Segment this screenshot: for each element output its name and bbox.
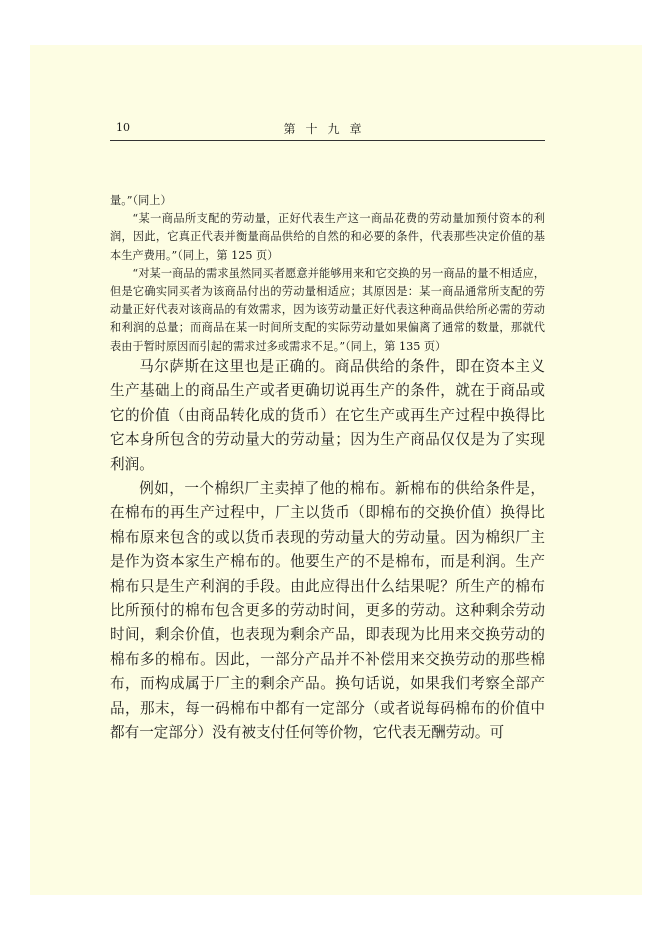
quote-paragraph: “对某一商品的需求虽然同买者愿意并能够用来和它交换的另一商品的量不相适应，但是它确实同买者为该商品付出的劳动量相适应；其原因是：某一商品通常所支配的劳动量正好代表对该商品的有效需求，因为该劳动量正好代表这种商品供给所必需的劳动和利润的总量；而商品在某一时间所支配的实际劳动量如果偏离了通常的数量，那就代表由于暂时原因而引起的需求过多或需求不足。”（同上，第 135 页） [110,266,545,353]
main-text [110,355,545,746]
quote-paragraph: “某一商品所支配的劳动量，正好代表生产这一商品花费的劳动量加预付资本的利润，因此，它真正代表并衡量商品供给的自然的和必要的条件，代表那些决定价值的基本生产费用。”（同上，第 125 页） [110,212,545,262]
quotation-block [110,192,545,356]
body-paragraph: 马尔萨斯在这里也是正确的。商品供给的条件，即在资本主义生产基础上的商品生产或者更确切说再生产的条件，就在于商品或它的价值（由商品转化成的货币）在它生产或再生产过程中换得比它本身所包含的劳动量大的劳动量；因为生产商品仅仅是为了实现利润。 [110,358,545,473]
page-number: 10 [116,121,130,134]
body-paragraph: 例如，一个棉织厂主卖掉了他的棉布。新棉布的供给条件是，在棉布的再生产过程中，厂主以货币（即棉布的交换价值）换得比棉布原来包含的或以货币表现的劳动量大的劳动量。因为棉织厂主是作为资本家生产棉布的。他要生产的不是棉布，而是利润。生产棉布只是生产利润的手段。由此应得出什么结果呢？所生产的棉布比所预付的棉布包含更多的劳动时间，更多的劳动。这种剩余劳动时间，剩余价值，也表现为剩余产品，即表现为比用来交换劳动的棉布多的棉布。因此，一部分产品并不补偿用来交换劳动的那些棉布，而构成属于厂主的剩余产品。换句话说，如果我们考察全部产品，那末，每一码棉布中都有一定部分（或者说每码棉布的价值中都有一定部分）没有被支付任何等价物，它代表无酬劳动。可 [110,480,545,742]
chapter-title: 第十九章 [283,122,372,136]
running-header [110,118,545,141]
quote-continuation: 量。”（同上） [110,194,172,207]
